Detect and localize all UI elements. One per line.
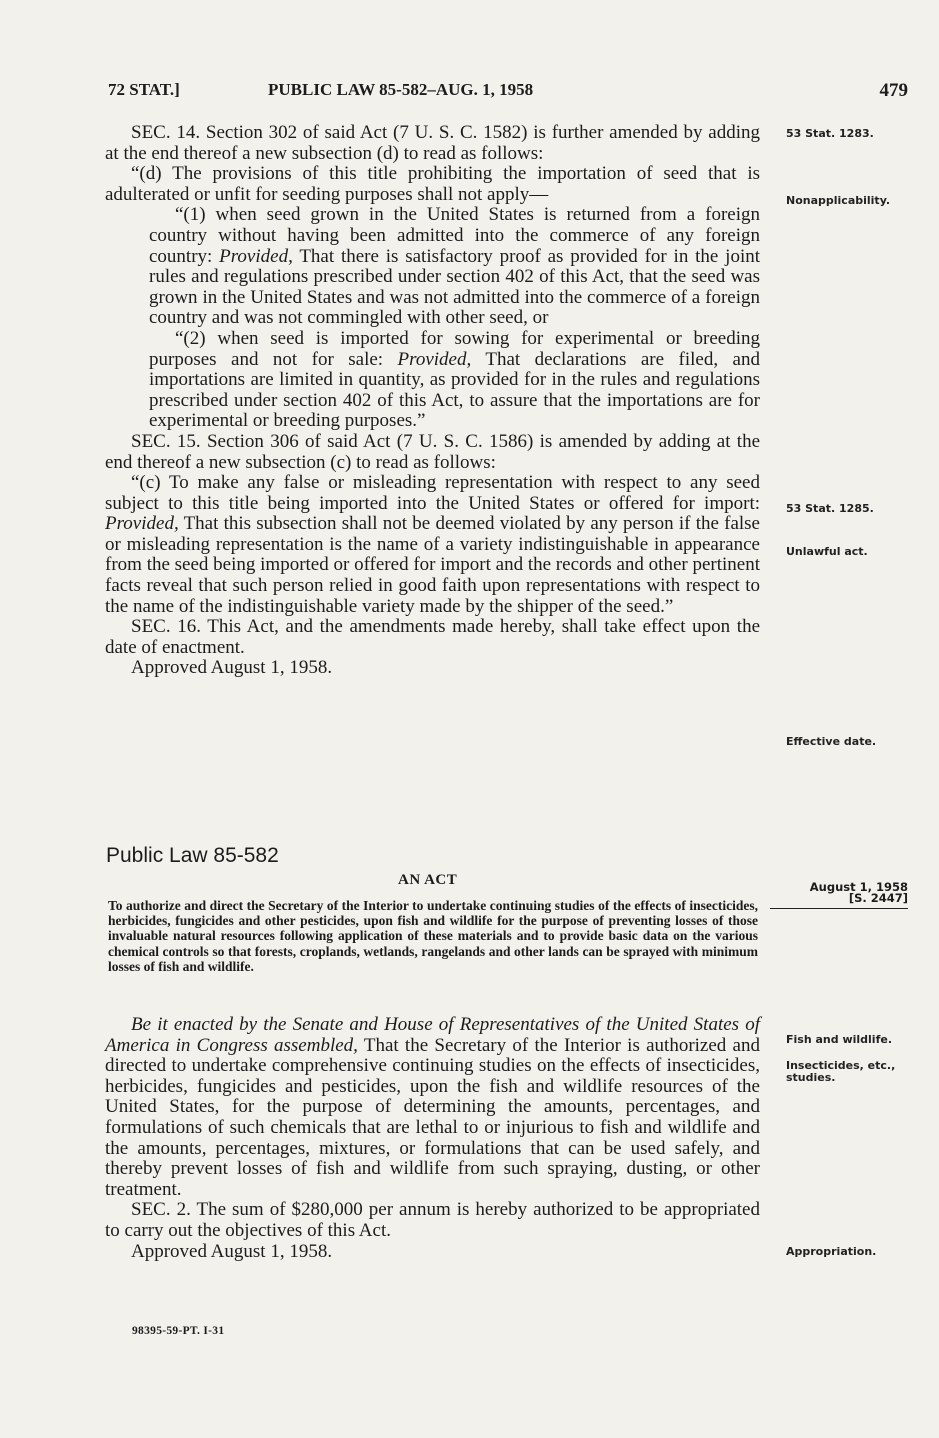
act-purpose: To authorize and direct the Secretary of the Interior to undertake continuing studies of the effects of insecticides, herbicides, fungicides and other pesticides, upon fish and wildlife for the purpose of preventing losses of those invaluable natural resources following application of these materials and to provide basic data on the various chemical controls so that forests, croplands, wetlands, rangelands and other lands can be sprayed with minimum losses of fish and wildlife.: [108, 898, 758, 974]
print-code-footer: 98395-59-PT. I-31: [132, 1325, 225, 1337]
margin-note-stat-1285: 53 Stat. 1285.: [786, 502, 874, 515]
margin-note-appropriation: Appropriation.: [786, 1245, 877, 1258]
margin-note-fish-wildlife: Fish and wildlife.: [786, 1033, 892, 1046]
approval-date-1: Approved August 1, 1958.: [131, 657, 333, 679]
public-law-title: Public Law 85-582: [106, 844, 279, 867]
enacting-clause: Be it enacted by the Senate and House of Representatives of the United States of America in Congress assembled,: [105, 1014, 760, 1056]
margin-note-unlawful-act: Unlawful act.: [786, 545, 868, 558]
act-body: [105, 1015, 760, 1262]
margin-note-nonapplicability: Nonapplicability.: [786, 194, 891, 207]
section-14-intro: SEC. 14. Section 302 of said Act (7 U. S. C. 1582) is further amended by adding at the end thereof a new subsection (d) to read as follows:: [105, 122, 760, 164]
section-2: SEC. 2. The sum of $280,000 per annum is hereby authorized to be appropriated to carry out the objectives of this Act.: [105, 1199, 760, 1241]
section-15-subsection-c: “(c) To make any false or misleading representation with respect to any seed subject to this title being imported into the United States or offered for import: Provided, That this subsection shall not be deemed violated by any person if the false or misleading representation is the name of a variety indistinguishable in appearance from the seed being imported or offered for import and the records and other pertinent facts reveal that such person relied in good faith upon representations with respect to the name of the indistinguishable variety made by the shipper of the seed.”: [105, 472, 760, 617]
margin-note-insecticides: Insecticides, etc., studies.: [786, 1059, 896, 1084]
margin-note-effective-date: Effective date.: [786, 735, 877, 748]
volume-reference: 72 STAT.]: [108, 80, 180, 99]
enacting-paragraph: [105, 1015, 760, 1200]
enacting-body: That the Secretary of the Interior is authorized and directed to undertake comprehensive continuing studies on the effects of insecticides, herbicides, fungicides and pesticides, upon the fish and wildlife resources of the United States, for the purpose of determining the amounts, percentages, and formulations of such chemicals that are lethal to or injurious to fish and wildlife and the amounts, percentages, mixtures, or formulations that can be used safely, and thereby prevent losses of fish and wildlife from such spraying, dusting, or other treatment.: [105, 1034, 760, 1200]
section-14-subsection-d: “(d) The provisions of this title prohibiting the importation of seed that is adulterated or unfit for seeding purposes shall not apply—: [105, 163, 760, 205]
section-16: SEC. 16. This Act, and the amendments made hereby, shall take effect upon the date of enactment.: [105, 616, 760, 658]
margin-note-stat-1283: 53 Stat. 1283.: [786, 127, 874, 140]
section-14-clause-1: “(1) when seed grown in the United States is returned from a foreign country without having been admitted into the commerce of any foreign country: Provided, That there is satisfactory proof as provided for in the joint rules and regulations prescribed under section 402 of this Act, that the seed was grown in the United States and was not admitted into the commerce of a foreign country and was not commingled with other seed, or: [149, 204, 760, 329]
page-header: [108, 80, 908, 102]
amendments-body: [105, 123, 760, 679]
bill-number: [S. 2447]: [848, 891, 908, 905]
approval-date-2: Approved August 1, 1958.: [131, 1240, 333, 1262]
enactment-date-box: [770, 882, 908, 909]
section-15-intro: SEC. 15. Section 306 of said Act (7 U. S. C. 1586) is amended by adding at the end thereof a new subsection (c) to read as follows:: [105, 430, 760, 473]
section-14-clause-2: “(2) when seed is imported for sowing for experimental or breeding purposes and not for sale: Provided, That declarations are filed, and importations are limited in quantity, as provided for in the rules and regulations prescribed under section 402 of this Act, to assure that the importations are for experimental or breeding purposes.”: [149, 327, 760, 432]
page-number: 479: [879, 80, 908, 101]
running-title: PUBLIC LAW 85-582–AUG. 1, 1958: [268, 80, 534, 99]
an-act-heading: AN ACT: [398, 872, 458, 888]
enactment-date: August 1, 1958: [809, 880, 908, 894]
